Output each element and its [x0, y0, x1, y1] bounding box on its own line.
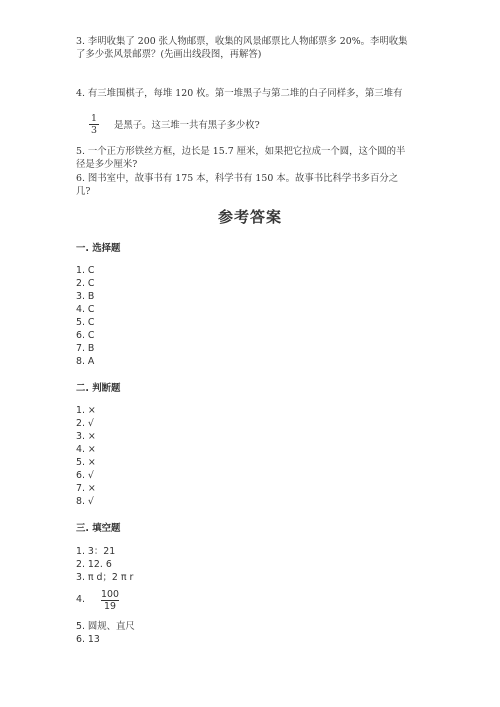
list-item: 2. 12. 6 — [76, 559, 112, 570]
section-choice-heading: 一. 选择题 — [76, 243, 121, 254]
list-item: 6. C — [76, 330, 95, 341]
question-3-line-1: 3. 李明收集了 200 张人物邮票，收集的风景邮票比人物邮票多 20%。李明收集 — [76, 36, 408, 47]
list-item: 1. C — [76, 265, 95, 276]
fraction-denominator: 19 — [104, 601, 116, 612]
question-6-line-2: 几? — [76, 186, 91, 197]
fraction-denominator: 3 — [91, 125, 97, 136]
fraction-numerator: 1 — [91, 113, 97, 124]
section-judge-heading: 二. 判断题 — [76, 383, 121, 394]
list-item: 4. C — [76, 304, 95, 315]
list-item: 2. √ — [76, 418, 94, 429]
question-4-line-1: 4. 有三堆围棋子，每堆 120 枚。第一堆黑子与第二堆的白子同样多，第三堆有 — [76, 88, 403, 99]
question-5-line-2: 径是多少厘米? — [76, 159, 138, 170]
list-item: 8. √ — [76, 496, 94, 507]
list-item: 3. × — [76, 431, 96, 442]
list-item: 6. √ — [76, 470, 94, 481]
fill-item-4-fraction — [101, 589, 119, 612]
question-6-line-1: 6. 图书室中，故事书有 175 本，科学书有 150 本。故事书比科学书多百分之 — [76, 173, 399, 184]
fill-item-4-label: 4. — [76, 594, 85, 605]
list-item: 8. A — [76, 356, 95, 367]
list-item: 4. × — [76, 444, 96, 455]
answer-title: 参考答案 — [217, 208, 282, 226]
question-4-fraction — [89, 113, 99, 136]
list-item: 5. × — [76, 457, 96, 468]
list-item: 1. × — [76, 405, 96, 416]
list-item: 2. C — [76, 278, 95, 289]
section-fill-heading: 三. 填空题 — [76, 523, 121, 534]
list-item: 1. 3：21 — [76, 546, 116, 557]
list-item: 7. B — [76, 343, 95, 354]
list-item: 3. π d；2 π r — [76, 572, 134, 583]
question-3-line-2: 了多少张风景邮票？(先画出线段图，再解答) — [76, 49, 262, 60]
fraction-numerator: 100 — [101, 589, 119, 600]
list-item: 6. 13 — [76, 634, 100, 645]
list-item: 5. C — [76, 317, 95, 328]
list-item: 5. 圆规、直尺 — [76, 621, 135, 632]
question-5-line-1: 5. 一个正方形铁丝方框，边长是 15.7 厘米，如果把它拉成一个圆，这个圆的半 — [76, 146, 406, 157]
list-item: 3. B — [76, 291, 95, 302]
list-item: 7. × — [76, 483, 96, 494]
question-4-line-2: 是黑子。这三堆一共有黑子多少枚? — [114, 120, 260, 131]
